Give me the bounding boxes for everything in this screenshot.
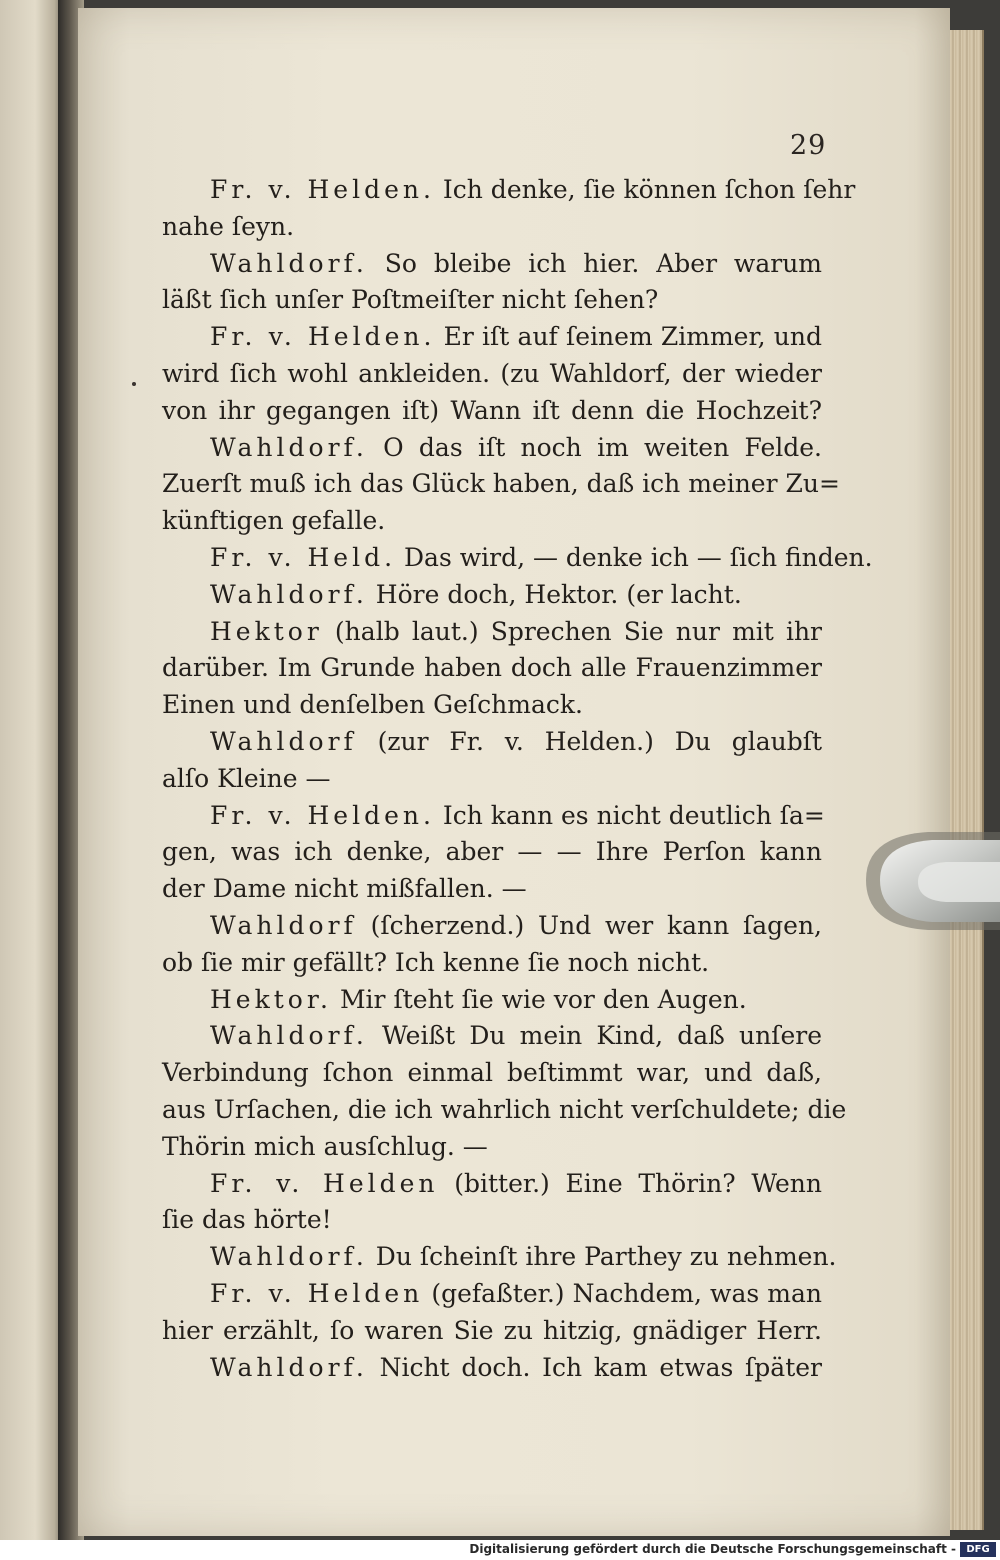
- line-text: künftigen gefalle.: [162, 506, 386, 536]
- text-line: [162, 1018, 822, 1055]
- line-text: der Dame nicht mißfallen. —: [162, 874, 527, 904]
- speaker-name: Wahldorf.: [210, 432, 368, 462]
- line-text: ob ſie mir gefällt? Ich kenne ſie noch nicht.: [162, 947, 710, 977]
- speaker-name: Hektor: [210, 616, 323, 646]
- play-text: [162, 172, 873, 1386]
- line-text: Mir ſteht ſie wie vor den Augen.: [332, 984, 747, 1014]
- ink-speck: [132, 382, 136, 386]
- text-line: [162, 1313, 822, 1350]
- text-line: [162, 393, 822, 430]
- speaker-name: Wahldorf.: [210, 1242, 368, 1272]
- speaker-name: Wahldorf.: [210, 1021, 368, 1051]
- funding-credit: Digitalisierung gefördert durch die Deutsche Forschungsgemeinschaft -: [469, 1542, 956, 1556]
- line-text: Einen und denſelben Geſchmack.: [162, 690, 583, 720]
- text-line: [162, 209, 822, 246]
- line-text: So bleibe ich hier. Aber warum: [367, 248, 822, 278]
- text-line: [162, 356, 822, 393]
- speaker-name: Wahldorf.: [210, 579, 368, 609]
- text-line: [162, 798, 825, 835]
- line-text: hier erzählt, ſo waren Sie zu hitzig, gnädiger Herr.: [162, 1315, 822, 1345]
- text-line: [162, 945, 822, 982]
- line-text: Zuerſt muß ich das Glück haben, daß ich meiner Zu=: [162, 469, 840, 499]
- line-text: Höre doch, Hektor. (er lacht.: [367, 579, 742, 609]
- line-text: O das iſt noch im weiten Felde.: [367, 432, 822, 462]
- text-line: [162, 1202, 822, 1239]
- text-line: [162, 540, 873, 577]
- text-line: [162, 1350, 822, 1387]
- line-text: nahe ſeyn.: [162, 211, 295, 241]
- line-text: läßt ſich unſer Poſtmeiſter nicht ſehen?: [162, 285, 659, 315]
- text-line: [162, 430, 822, 467]
- text-line: [162, 503, 822, 540]
- line-text: (bitter.) Eine Thörin? Wenn: [438, 1168, 822, 1198]
- text-line: [162, 1239, 837, 1276]
- text-line: [162, 871, 822, 908]
- text-line: [162, 761, 822, 798]
- line-text: Ich denke, ſie können ſchon ſehr: [434, 175, 856, 204]
- text-line: [162, 908, 822, 945]
- speaker-name: Fr. v. Held.: [210, 542, 397, 572]
- line-text: gen, was ich denke, aber — — Ihre Perſon kann: [162, 837, 822, 867]
- line-text: alſo Kleine —: [162, 763, 331, 793]
- line-text: darüber. Im Grunde haben doch alle Frauenzimmer: [162, 653, 822, 683]
- dfg-logo: DFG: [960, 1542, 996, 1557]
- speaker-name: Wahldorf.: [210, 248, 368, 278]
- text-line: [162, 834, 822, 871]
- line-text: Ich kann es nicht deutlich ſa=: [434, 800, 825, 830]
- text-line: [162, 319, 822, 356]
- speaker-name: Wahldorf: [210, 910, 357, 940]
- text-line: [162, 1055, 822, 1092]
- line-text: ſie das hörte!: [162, 1205, 332, 1235]
- speaker-name: Wahldorf.: [210, 1352, 368, 1382]
- text-line: [162, 172, 856, 209]
- left-page-edge: [0, 0, 64, 1540]
- page-number: 29: [790, 130, 827, 161]
- text-line: [162, 246, 822, 283]
- text-line: [162, 577, 822, 614]
- text-line: [162, 614, 822, 651]
- text-line: [162, 724, 822, 761]
- text-line: [162, 687, 822, 724]
- text-line: [162, 466, 840, 503]
- line-text: (halb laut.) Sprechen Sie nur mit ihr: [322, 616, 822, 646]
- line-text: Das wird, — denke ich — ſich finden.: [396, 542, 873, 572]
- text-line: [162, 282, 822, 319]
- line-text: (zur Fr. v. Helden.) Du glaubſt: [356, 726, 822, 756]
- speaker-name: Hektor.: [210, 984, 332, 1014]
- footer-bar: [0, 1540, 1000, 1560]
- text-line: [162, 1166, 822, 1203]
- line-text: Er iſt auf ſeinem Zimmer, und: [435, 322, 822, 352]
- speaker-name: Fr. v. Helden: [210, 1168, 439, 1198]
- speaker-name: Fr. v. Helden.: [210, 800, 435, 830]
- text-line: [162, 650, 822, 687]
- text-line: [162, 1092, 847, 1129]
- line-text: aus Urſachen, die ich wahrlich nicht verſchuldete; die: [162, 1094, 847, 1124]
- text-line: [162, 982, 822, 1019]
- line-text: (ſcherzend.) Und wer kann ſagen,: [356, 910, 822, 940]
- line-text: von ihr gegangen iſt) Wann iſt denn die Hochzeit?: [162, 395, 822, 425]
- line-text: Thörin mich ausſchlug. —: [162, 1131, 488, 1161]
- line-text: Verbindung ſchon einmal beſtimmt war, und daß,: [162, 1058, 822, 1088]
- speaker-name: Wahldorf: [210, 726, 357, 756]
- speaker-name: Fr. v. Helden.: [210, 322, 436, 352]
- line-text: Du ſcheinſt ihre Parthey zu nehmen.: [367, 1242, 837, 1272]
- speaker-name: Fr. v. Helden: [210, 1278, 424, 1308]
- line-text: Weißt Du mein Kind, daß unſere: [367, 1021, 822, 1051]
- text-line: [162, 1276, 822, 1313]
- text-line: [162, 1129, 822, 1166]
- page-stack-edge: [948, 30, 984, 1530]
- glass-clip-image: [858, 822, 1000, 940]
- line-text: wird ſich wohl ankleiden. (zu Wahldorf, der wieder: [162, 358, 822, 388]
- speaker-name: Fr. v. Helden.: [210, 175, 435, 204]
- line-text: Nicht doch. Ich kam etwas ſpäter: [367, 1352, 822, 1382]
- line-text: (gefaßter.) Nachdem, was man: [423, 1278, 822, 1308]
